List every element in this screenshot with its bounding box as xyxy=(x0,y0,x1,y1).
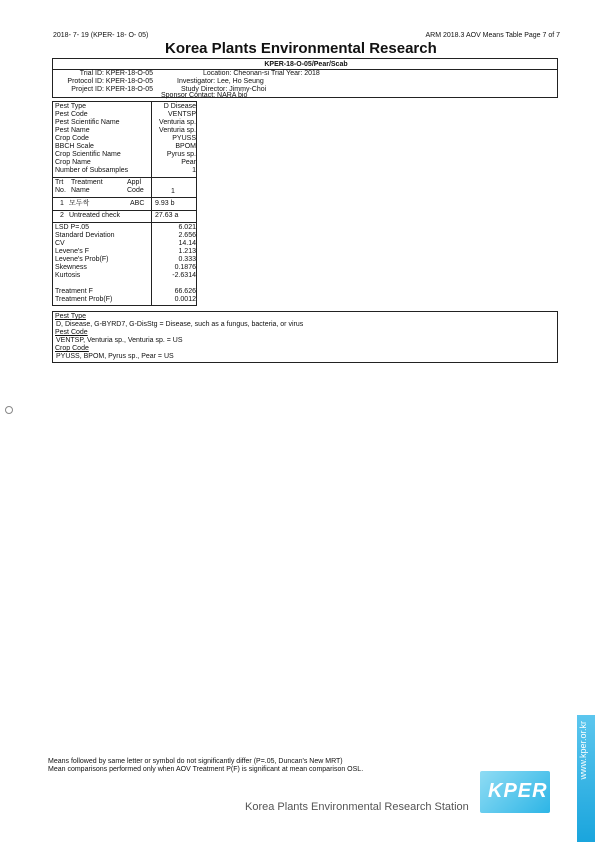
website-text: www.kper.or.kr xyxy=(578,721,588,780)
stat-label: Levene's Prob(F) xyxy=(55,256,109,263)
stat-row xyxy=(55,256,196,264)
pest-info-row xyxy=(55,119,196,127)
pest-info-label: Pest Scientific Name xyxy=(55,119,120,126)
treatment-stats-rows xyxy=(55,288,196,304)
website-stripe xyxy=(577,715,595,842)
stat-label: Skewness xyxy=(55,264,87,271)
pest-info-label: BBCH Scale xyxy=(55,143,94,150)
company-title: Korea Plants Environmental Research xyxy=(165,40,437,57)
pest-info-label: Pest Name xyxy=(55,127,90,134)
treatment-1-code: ABC xyxy=(130,200,145,207)
pest-info-value: BPOM xyxy=(175,143,196,150)
means-table xyxy=(52,101,197,306)
pest-info-value: Pyrus sp. xyxy=(166,151,196,158)
pest-info-row xyxy=(55,111,196,119)
pest-info-row xyxy=(55,135,196,143)
stat-value: 0.1876 xyxy=(174,264,196,271)
stat-value: 14.14 xyxy=(178,240,196,247)
treatment-1-name: 모두싹 xyxy=(69,200,90,207)
treatment-header: Treatment xyxy=(71,179,103,186)
stat-label: Standard Deviation xyxy=(55,232,115,239)
pest-info-label: Crop Name xyxy=(55,159,91,166)
stat-value: 0.333 xyxy=(178,256,196,263)
stat-value: -2.6314 xyxy=(172,272,196,279)
location: Location: Cheonan-si xyxy=(203,70,270,77)
footnote-line-2: Mean comparisons performed only when AOV Treatment P(F) is significant at mean comparison OSL. xyxy=(48,766,364,773)
pest-info-label: Crop Scientific Name xyxy=(55,151,121,158)
treatment-stat-row xyxy=(55,296,196,304)
pest-info-row xyxy=(55,103,196,111)
study-director: Study Director: Jimmy-Choi xyxy=(181,86,267,93)
stat-row xyxy=(55,264,196,272)
treatment-stat-value: 0.0012 xyxy=(174,296,196,303)
stats-rows xyxy=(55,224,196,280)
pest-info-rows xyxy=(55,103,196,175)
treatment-stat-label: Treatment Prob(F) xyxy=(55,296,113,303)
treatment-1-no: 1 xyxy=(60,200,64,207)
stat-row xyxy=(55,272,196,280)
stat-row xyxy=(55,232,196,240)
pest-info-row xyxy=(55,151,196,159)
footnote-line-1: Means followed by same letter or symbol do not significantly differ (P=.05, Duncan's New MRT) xyxy=(48,758,343,765)
punch-hole-mark xyxy=(5,406,13,414)
column-1-header: 1 xyxy=(171,188,175,195)
station-name: Korea Plants Environmental Research Station xyxy=(245,801,469,813)
trial-info-box xyxy=(52,58,558,98)
trial-year: Trial Year: 2018 xyxy=(271,70,320,77)
investigator: Investigator: Lee, Ho Seung xyxy=(177,78,264,85)
pest-info-row xyxy=(55,167,196,175)
pest-type-heading: Pest Type xyxy=(55,313,87,320)
treatment-stat-value: 66.626 xyxy=(174,288,196,295)
crop-code-text: PYUSS, BPOM, Pyrus sp., Pear = US xyxy=(56,353,174,360)
divider xyxy=(53,197,196,198)
name-header: Name xyxy=(71,187,90,194)
pest-info-label: Pest Code xyxy=(55,111,88,118)
stat-label: CV xyxy=(55,240,65,247)
divider xyxy=(53,177,196,178)
stat-label: Kurtosis xyxy=(55,272,81,279)
treatment-2-name: Untreated check xyxy=(69,212,120,219)
legend-box xyxy=(52,311,558,363)
trt-header: Trt xyxy=(55,179,64,186)
pest-info-value: Venturia sp. xyxy=(159,127,196,134)
stat-label: Levene's F xyxy=(55,248,90,255)
pest-info-label: Crop Code xyxy=(55,135,89,142)
code-header: Code xyxy=(127,187,144,194)
pest-info-value: Venturia sp. xyxy=(159,119,196,126)
report-date: 2018- 7- 19 (KPER- 18- O- 05) xyxy=(53,32,149,39)
stat-label: LSD P=.05 xyxy=(55,224,90,231)
no-header: No. xyxy=(55,187,66,194)
project-id: Project ID: KPER-18-O-05 xyxy=(71,86,153,93)
pest-info-row xyxy=(55,159,196,167)
appl-header: Appl xyxy=(127,179,142,186)
logo-text: KPER xyxy=(488,780,548,802)
pest-info-row xyxy=(55,143,196,151)
pest-info-value: Pear xyxy=(181,159,196,166)
report-page-info: ARM 2018.3 AOV Means Table Page 7 of 7 xyxy=(425,32,560,39)
stat-row xyxy=(55,240,196,248)
trial-id: Trial ID: KPER-18-O-05 xyxy=(79,70,153,77)
stat-row xyxy=(55,248,196,256)
stat-value: 6.021 xyxy=(178,224,196,231)
pest-type-text: D, Disease, G-BYRD7, G-DisStg = Disease, such as a fungus, bacteria, or virus xyxy=(56,321,304,328)
pest-info-value: PYUSS xyxy=(172,135,196,142)
stat-value: 1.213 xyxy=(178,248,196,255)
treatment-1-value: 9.93 b xyxy=(155,200,175,207)
treatment-2-value: 27.63 a xyxy=(155,212,179,219)
treatment-2-no: 2 xyxy=(60,212,64,219)
protocol-id: Protocol ID: KPER-18-O-05 xyxy=(67,78,153,85)
pest-info-label: Pest Type xyxy=(55,103,87,110)
pest-info-value: D Disease xyxy=(163,103,196,110)
divider xyxy=(53,222,196,223)
pest-info-value: VENTSP xyxy=(167,111,196,118)
sponsor-contact: Sponsor Contact: NARA bio xyxy=(161,92,248,99)
pest-code-text: VENTSP, Venturia sp., Venturia sp. = US xyxy=(56,337,183,344)
treatment-stat-label: Treatment F xyxy=(55,288,93,295)
stat-row xyxy=(55,224,196,232)
treatment-stat-row xyxy=(55,288,196,296)
divider xyxy=(53,210,196,211)
pest-info-value: 1 xyxy=(192,167,196,174)
pest-info-row xyxy=(55,127,196,135)
crop-code-heading: Crop Code xyxy=(55,345,89,352)
kper-logo xyxy=(480,771,550,813)
stat-value: 2.656 xyxy=(178,232,196,239)
pest-code-heading: Pest Code xyxy=(55,329,88,336)
pest-info-label: Number of Subsamples xyxy=(55,167,129,174)
trial-title: KPER-18-O-05/Pear/Scab xyxy=(264,61,348,68)
